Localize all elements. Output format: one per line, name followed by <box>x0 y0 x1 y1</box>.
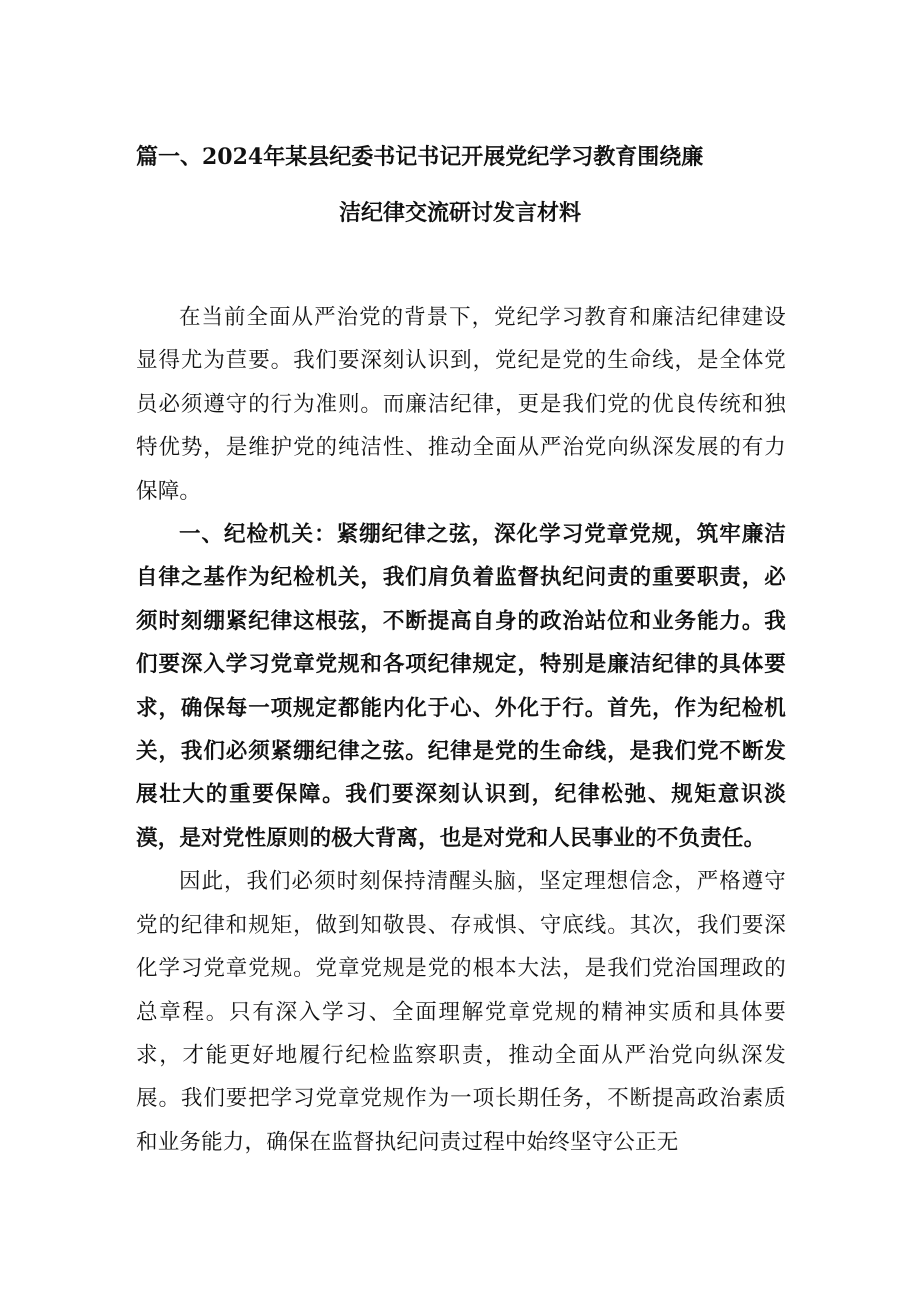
document-body <box>136 296 786 1164</box>
document-title-line-1: 篇一、2024年某县纪委书记书记开展党纪学习教育围绕廉 <box>136 144 704 170</box>
paragraph-section-one: 一、纪检机关：紧绷纪律之弦，深化学习党章党规，筑牢廉洁自律之基作为纪检机关，我们肩负着监督执纪问责的重要职责，必须时刻绷紧纪律这根弦，不断提高自身的政治站位和业务能力。我们要深入学习党章党规和各项纪律规定，特别是廉洁纪律的具体要求，确保每一项规定都能内化于心、外化于行。首先，作为纪检机关，我们必须紧绷纪律之弦。纪律是党的生命线，是我们党不断发展壮大的重要保障。我们要深刻认识到，纪律松弛、规矩意识淡漠，是对党性原则的极大背离，也是对党和人民事业的不负责任。 <box>136 522 786 851</box>
paragraph-intro: 在当前全面从严治党的背景下，党纪学习教育和廉洁纪律建设显得尤为苣要。我们要深刻认识到，党纪是党的生命线，是全体党员必须遵守的行为准则。而廉洁纪律，更是我们党的优良传统和独特优势，是维护党的纯洁性、推动全面从严治党向纵深发展的有力保障。 <box>136 305 786 504</box>
paragraph-therefore: 因此，我们必须时刻保持清醒头脑，坚定理想信念，严格遵守党的纪律和规矩，做到知敬畏、存戒惧、守底线。其次，我们要深化学习党章党规。党章党规是党的根本大法，是我们党治国理政的总章程。只有深入学习、全面理解党章党规的精神实质和具体要求，才能更好地履行纪检监察职责，推动全面从严治党向纵深发展。我们要把学习党章党规作为一项长期任务，不断提高政治素质和业务能力，确保在监督执纪问责过程中始终坚守公正无 <box>136 869 786 1155</box>
document-title-line-2: 洁纪律交流研讨发言材料 <box>338 200 581 226</box>
